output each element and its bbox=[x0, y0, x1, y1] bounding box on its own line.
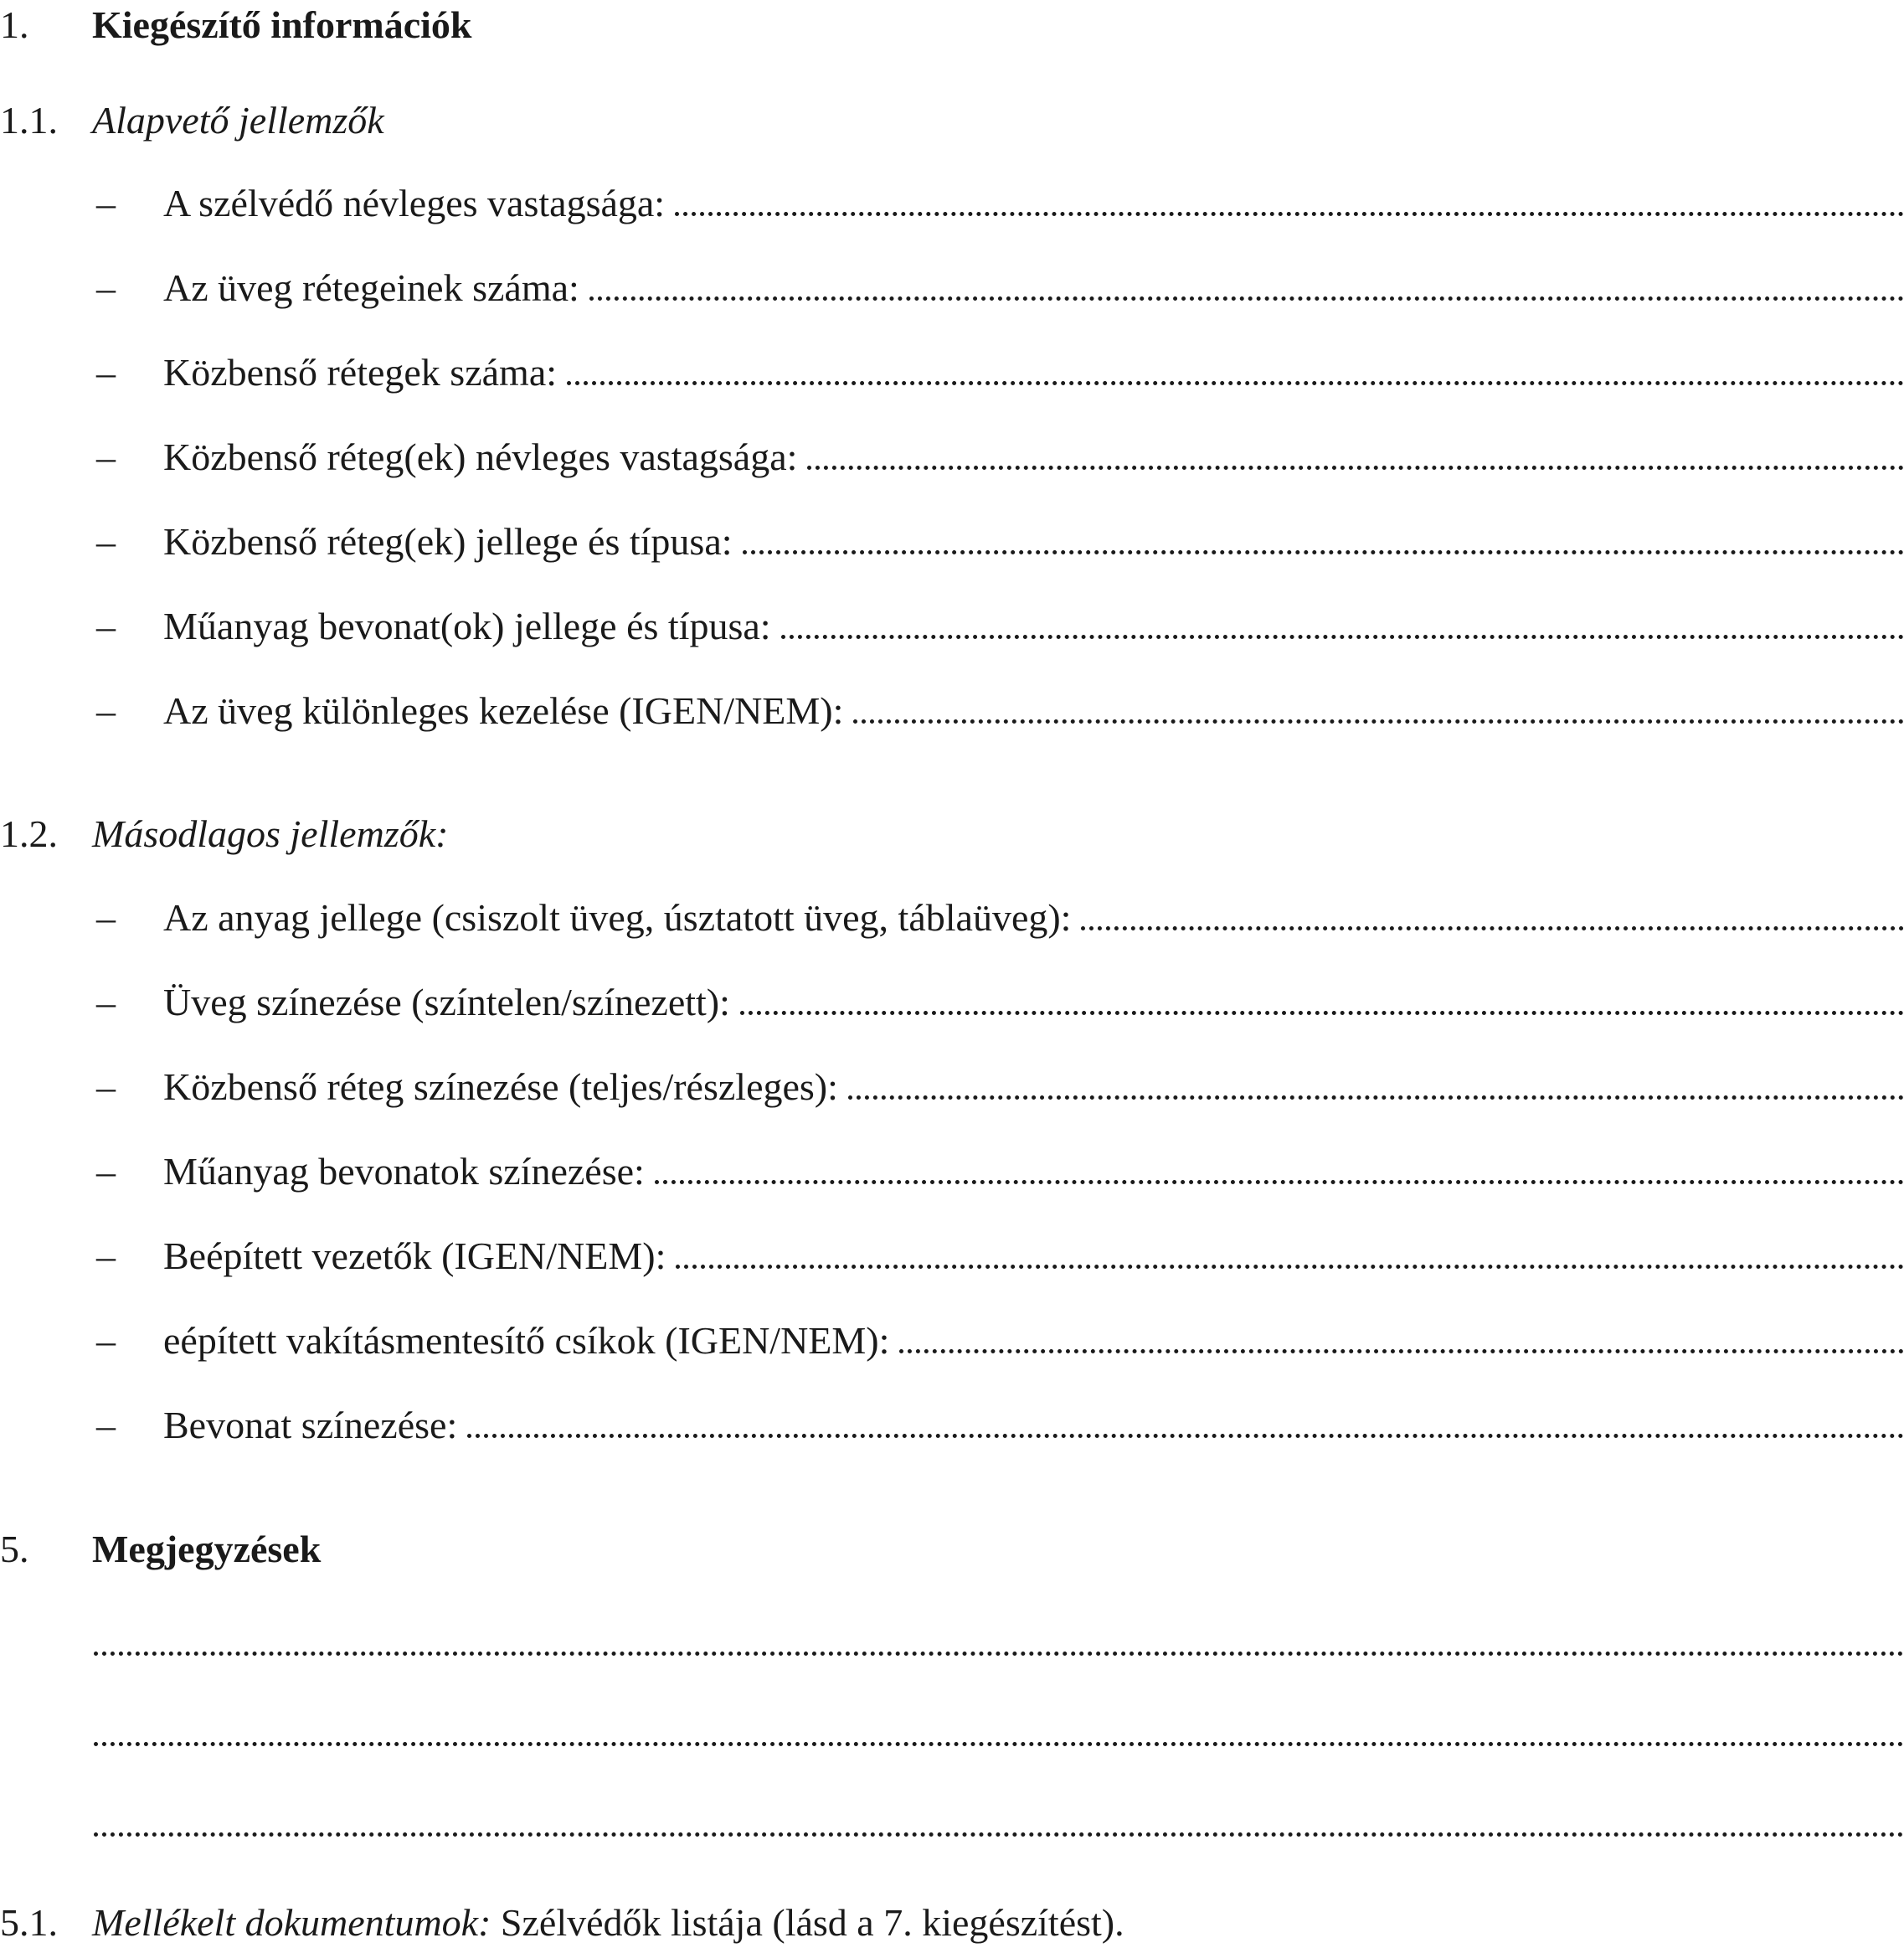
list-item bbox=[0, 979, 1904, 1026]
list-item bbox=[0, 1402, 1904, 1449]
attached-documents-label: Mellékelt dokumentumok: bbox=[92, 1901, 491, 1944]
section-title: Megjegyzések bbox=[92, 1528, 322, 1570]
subsection-1-2-heading bbox=[0, 811, 1904, 858]
dash-bullet: – bbox=[96, 1150, 116, 1193]
subsection-title: Másodlagos jellemzők: bbox=[92, 812, 449, 855]
item-label: eépített vakításmentesítő csíkok (IGEN/NEM): bbox=[163, 1319, 890, 1362]
dotted-leader bbox=[567, 380, 1904, 385]
dotted-leader bbox=[675, 211, 1904, 216]
list-item bbox=[0, 894, 1904, 941]
subsection-title: Alapvető jellemzők bbox=[92, 99, 384, 142]
item-label: Az anyag jellege (csiszolt üveg, úsztatott üveg, táblaüveg): bbox=[163, 896, 1072, 939]
dash-bullet: – bbox=[96, 435, 116, 478]
subsection-number: 1.1. bbox=[0, 99, 58, 142]
dotted-leader bbox=[807, 465, 1904, 470]
section-number: 5. bbox=[0, 1528, 29, 1570]
list-item bbox=[0, 688, 1904, 734]
notes-dotted-line bbox=[94, 1828, 1904, 1837]
dash-bullet: – bbox=[96, 605, 116, 647]
dotted-leader bbox=[848, 1095, 1904, 1100]
dash-bullet: – bbox=[96, 1065, 116, 1108]
section-title: Kiegészítő információk bbox=[92, 3, 472, 46]
section-1-heading bbox=[0, 2, 1904, 49]
dotted-leader bbox=[743, 549, 1904, 554]
dash-bullet: – bbox=[96, 182, 116, 224]
list-item bbox=[0, 180, 1904, 227]
subsection-1-1-heading bbox=[0, 97, 1904, 144]
dash-bullet: – bbox=[96, 981, 116, 1023]
item-label: Az üveg különleges kezelése (IGEN/NEM): bbox=[163, 689, 844, 732]
subsection-5-1 bbox=[0, 1899, 1904, 1946]
dotted-leader bbox=[781, 634, 1904, 639]
item-label: Közbenső réteg(ek) jellege és típusa: bbox=[163, 520, 733, 563]
item-label: A szélvédő névleges vastagsága: bbox=[163, 182, 666, 224]
attached-documents-text: Szélvédők listája (lásd a 7. kiegészítést). bbox=[500, 1901, 1124, 1944]
section-number: 1. bbox=[0, 3, 29, 46]
list-item bbox=[0, 434, 1904, 481]
item-label: Műanyag bevonatok színezése: bbox=[163, 1150, 645, 1193]
dotted-leader bbox=[676, 1264, 1904, 1269]
dash-bullet: – bbox=[96, 1404, 116, 1446]
dash-bullet: – bbox=[96, 520, 116, 563]
dotted-leader bbox=[1081, 925, 1904, 930]
dotted-leader bbox=[853, 719, 1904, 724]
item-label: Közbenső réteg(ek) névleges vastagsága: bbox=[163, 435, 798, 478]
dash-bullet: – bbox=[96, 896, 116, 939]
notes-dotted-line bbox=[94, 1738, 1904, 1746]
dash-bullet: – bbox=[96, 351, 116, 394]
dash-bullet: – bbox=[96, 266, 116, 309]
dotted-leader bbox=[899, 1348, 1904, 1353]
dash-bullet: – bbox=[96, 1234, 116, 1277]
item-label: Beépített vezetők (IGEN/NEM): bbox=[163, 1234, 666, 1277]
list-item bbox=[0, 349, 1904, 396]
list-item bbox=[0, 518, 1904, 565]
item-label: Az üveg rétegeinek száma: bbox=[163, 266, 579, 309]
list-item bbox=[0, 1148, 1904, 1195]
dotted-leader bbox=[740, 1010, 1904, 1015]
list-item bbox=[0, 265, 1904, 312]
section-5-heading bbox=[0, 1526, 1904, 1573]
dash-bullet: – bbox=[96, 1319, 116, 1362]
item-label: Közbenső rétegek száma: bbox=[163, 351, 558, 394]
dotted-leader bbox=[655, 1179, 1904, 1184]
item-label: Közbenső réteg színezése (teljes/részleges): bbox=[163, 1065, 838, 1108]
notes-dotted-line bbox=[94, 1647, 1904, 1656]
list-item bbox=[0, 603, 1904, 650]
list-item bbox=[0, 1233, 1904, 1280]
subsection-number: 1.2. bbox=[0, 812, 58, 855]
dotted-leader bbox=[589, 296, 1904, 301]
item-label: Műanyag bevonat(ok) jellege és típusa: bbox=[163, 605, 771, 647]
item-label: Üveg színezése (színtelen/színezett): bbox=[163, 981, 730, 1023]
item-label: Bevonat színezése: bbox=[163, 1404, 458, 1446]
dotted-leader bbox=[467, 1433, 1904, 1438]
list-item bbox=[0, 1064, 1904, 1111]
attached-documents-line bbox=[92, 1899, 1124, 1946]
list-item bbox=[0, 1317, 1904, 1364]
dash-bullet: – bbox=[96, 689, 116, 732]
subsection-number: 5.1. bbox=[0, 1901, 58, 1944]
